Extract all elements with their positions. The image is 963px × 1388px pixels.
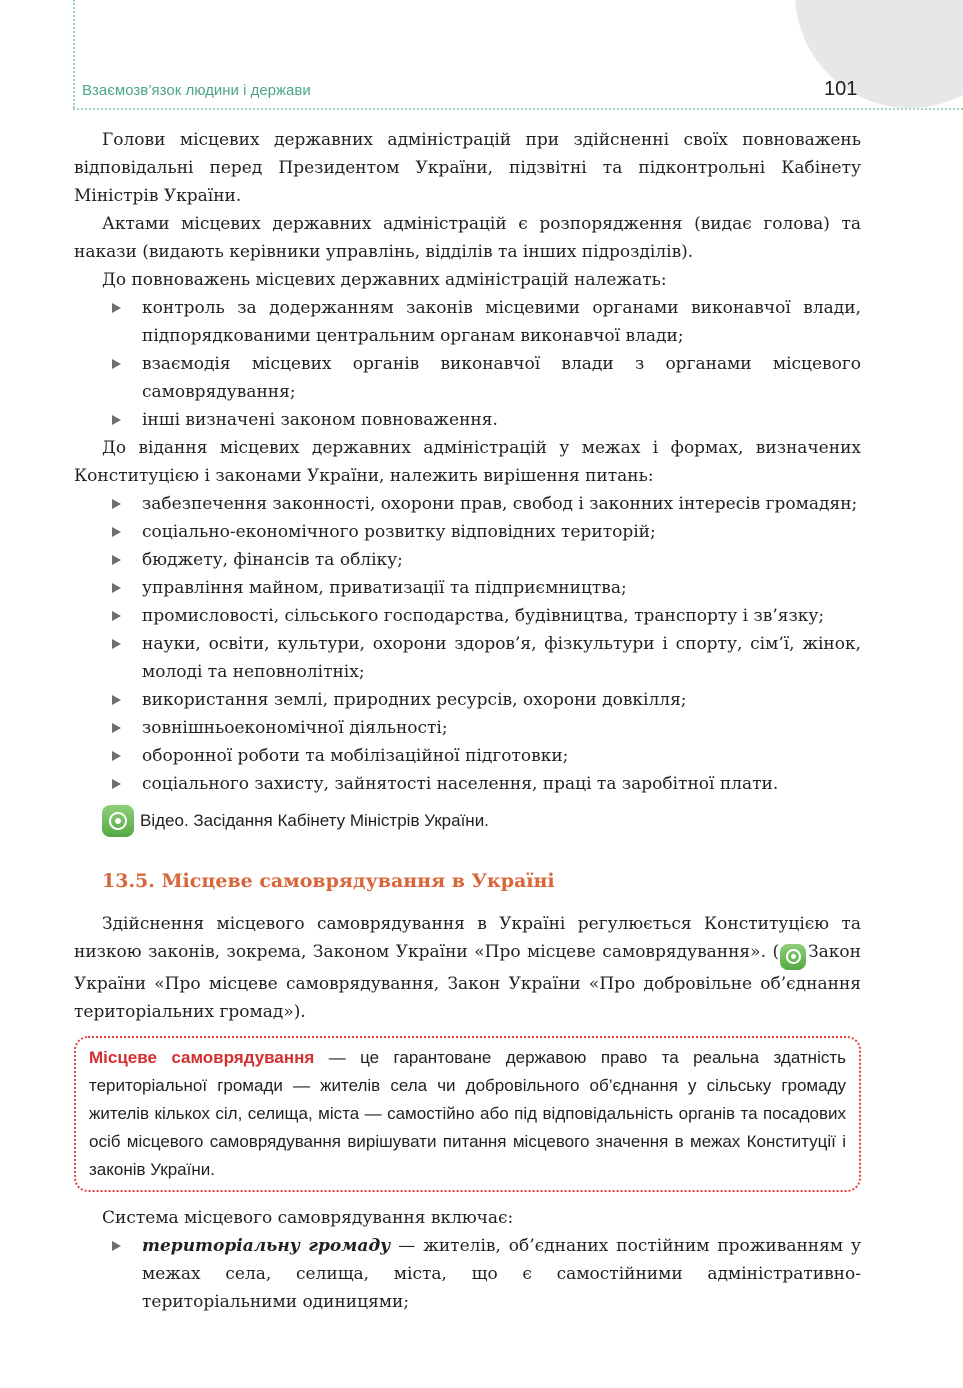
list-item-text: інші визначені законом повноваження. [142,410,498,430]
triangle-bullet-icon [112,779,121,789]
media-disc-icon[interactable] [780,944,806,970]
list-item-text: оборонної роботи та мобілізаційної підготовки; [142,746,569,766]
paragraph: Актами місцевих державних адміністрацій є розпорядження (видає голова) та накази (видають керівники управлінь, відділів та інших підрозділів). [74,214,861,262]
triangle-bullet-icon [112,415,121,425]
paragraph: До відання місцевих державних адміністрацій у межах і формах, визначених Конституцією і законами України, належить вирішення питань: [74,438,861,486]
page-number: 101 [824,78,858,100]
paragraph [74,910,861,1026]
triangle-bullet-icon [112,695,121,705]
list-item [74,1232,861,1316]
corner-decoration [795,0,963,108]
paragraph: До повноважень місцевих державних адміністрацій належать: [102,270,667,290]
list-item [74,574,861,602]
list-item-text: промисловості, сільського господарства, будівництва, транспорту і зв’язку; [142,606,825,626]
header-divider-horizontal [73,108,963,110]
list-item-text: соціально-економічного розвитку відповідних територій; [142,522,656,542]
section-title: 13.5. Місцеве самоврядування в Україні [102,870,555,892]
list-item [74,742,861,770]
page-content [74,126,861,1316]
triangle-bullet-icon [112,499,121,509]
triangle-bullet-icon [112,359,121,369]
triangle-bullet-icon [112,527,121,537]
list-item [74,686,861,714]
list-item [74,350,861,406]
triangle-bullet-icon [112,583,121,593]
list-item [74,770,861,798]
list-item [74,546,861,574]
paragraph-text: Здійснення місцевого самоврядування в Україні регулюється Конституцією та низкою законів, зокрема, Законом України «Про місцеве самоврядування». ( [74,914,861,962]
list-item [74,406,861,434]
list-item-text: науки, освіти, культури, охорони здоров’я, фізкультури і спорту, сім’ї, жінок, молоді та неповнолітніх; [142,634,861,682]
list-item [74,630,861,686]
video-link-label[interactable]: Відео. Засідання Кабінету Міністрів України. [140,811,489,830]
list-item [74,714,861,742]
paragraph-text: Закон України «Про місцеве самоврядування, Закон України «Про добровільне об’єднання територіальних громад»). [74,942,861,1022]
list-item-term: територіальну громаду [142,1235,391,1256]
list-item-text: контроль за додержанням законів місцевими органами виконавчої влади, підпорядкованими центральним органам виконавчої влади; [142,298,861,346]
triangle-bullet-icon [112,1241,121,1251]
triangle-bullet-icon [112,639,121,649]
triangle-bullet-icon [112,555,121,565]
list-item [74,294,861,350]
list-item [74,490,861,518]
system-list [74,1232,861,1316]
list-item [74,602,861,630]
paragraph: Голови місцевих державних адміністрацій при здійсненні своїх повноважень відповідальні перед Президентом України, підзвітні та підконтрольні Кабінету Міністрів України. [74,130,861,206]
triangle-bullet-icon [112,303,121,313]
list-item-text: — жителів, об’єднаних постійним проживанням у межах села, селища, міста, що є самостійними адміністративно-територіальними одиницями; [142,1235,862,1312]
list-item-text: взаємодія місцевих органів виконавчої влади з органами місцевого самоврядування; [142,354,861,402]
triangle-bullet-icon [112,751,121,761]
definition-text [89,1044,846,1184]
definition-body: — це гарантоване державою право та реальна здатність територіальної громади — жителів села чи добровільного об’єднання у сільську громаду жителів кількох сіл, селища, міста — самостійно або під відповідальність органів та посадових осіб місцевого самоврядування вирішувати питання місцевого значення в межах Конституції і законів України. [89,1047,846,1179]
media-disc-icon[interactable] [102,805,134,837]
list-item-text: соціального захисту, зайнятості населення, праці та заробітної плати. [142,774,779,794]
list-item-text: зовнішньоекономічної діяльності; [142,718,448,738]
paragraph: Система місцевого самоврядування включає: [102,1207,514,1228]
definition-term: Місцеве самоврядування [89,1047,315,1067]
jurisdiction-list [74,490,861,798]
video-link[interactable] [102,804,861,838]
list-item-text: бюджету, фінансів та обліку; [142,550,403,570]
definition-box [74,1036,861,1192]
header-divider-vertical [73,0,75,108]
triangle-bullet-icon [112,723,121,733]
running-title: Взаємозв’язок людини і держави [82,82,311,99]
list-item [74,518,861,546]
triangle-bullet-icon [112,611,121,621]
powers-list [74,294,861,434]
list-item-text: забезпечення законності, охорони прав, свобод і законних інтересів громадян; [142,494,858,514]
list-item-text: управління майном, приватизації та підприємництва; [142,578,627,598]
list-item-text: використання землі, природних ресурсів, охорони довкілля; [142,690,687,710]
